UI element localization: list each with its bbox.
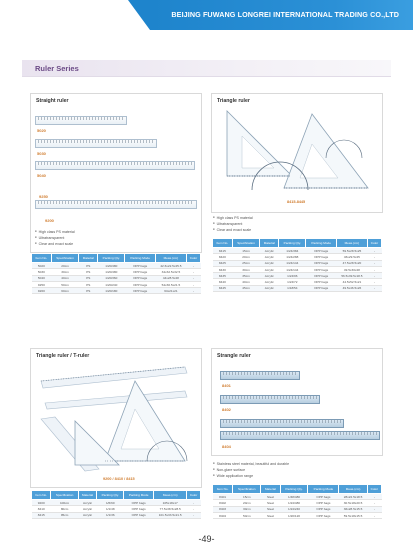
t-ruler-image [35,361,199,475]
table-cell: 50cm [233,512,261,518]
table-cell: 9200 [32,500,51,506]
table-cell: 9250 [32,281,52,287]
table-cell: OPP bags [306,254,336,260]
ruler-label: 8404 [222,444,231,449]
spec-item: ■ Wide application range [213,473,289,479]
table-row [32,512,201,518]
ruler-image [35,200,197,209]
table-cell: 101.5x33.5x21.5 [154,512,187,518]
table-cell: 30cm [232,266,260,272]
column-header: Specification [51,491,78,500]
table-row [213,512,382,518]
table-cell: Acrylic [260,260,279,266]
table-cell: 105x18x17 [154,500,187,506]
column-header: Specification [51,254,79,263]
table-cell: PS [79,275,98,281]
page-number: -49- [198,534,215,544]
column-header: Packing Qty. [280,485,308,494]
table-cell: 8404 [213,512,233,518]
column-header: Specification [233,485,261,494]
column-header: Color [187,491,201,500]
panel-title: Triangle ruler [217,98,250,104]
table-cell: 15cm [233,494,261,500]
table-cell: OPP bags [308,506,339,512]
table-cell: 9260 [32,288,52,294]
table-cell: - [367,248,381,254]
ruler-label: 5030 [37,151,46,156]
column-header: Packing Qty. [97,491,124,500]
spec-item: ■ Clear and exact scale [35,241,75,247]
table-cell: 30.5x18x20.5 [339,500,367,506]
table-cell: PS [79,288,98,294]
spec-item: ■ Clear and exact scale [213,227,253,233]
table-cell: 40cm [232,279,260,285]
straight-ruler-table [31,253,201,294]
table-cell: 1/24/96 [279,273,306,279]
ruler-image [220,371,300,380]
table-cell: 8435 [213,273,233,279]
spec-list [35,229,75,247]
table-cell: 1/24/288 [279,254,306,260]
panel-title: Straight ruler [36,98,69,104]
table-cell: - [187,500,201,506]
ruler-image [35,139,157,148]
table-cell: 1/24/384 [279,248,306,254]
table-cell: 1/20/360 [98,275,125,281]
ruler-label: 5020 [37,128,46,133]
table-cell: Acrylic [260,266,279,272]
column-header: Material [261,485,280,494]
column-header: Packing Mode [125,254,155,263]
table-cell: OPP bags [125,281,155,287]
table-cell: 8401 [213,494,233,500]
table-cell: OPP bags [125,275,155,281]
table-cell: 100cm [51,500,78,506]
table-cell: - [367,500,381,506]
table-cell: PS [79,263,98,269]
column-header: Material [78,491,97,500]
ruler-image [35,116,127,125]
table-cell: OPP bags [124,500,154,506]
table-cell: 1/1/36 [97,512,124,518]
column-header: Packing Mode [308,485,339,494]
table-cell: OPP bags [306,279,336,285]
triangle-t-ruler-table [31,490,201,519]
table-cell: 60cm [51,288,79,294]
triangle-t-ruler-panel [30,348,202,488]
spec-item: ■ Ultratransparent [35,235,75,241]
ruler-label: 8402 [222,407,231,412]
column-header: Item No. [213,239,233,248]
ruler-label: 8401 [222,383,231,388]
strangle-ruler-panel [211,348,383,456]
ruler-label: 5040 [37,173,46,178]
table-cell: OPP bags [308,500,339,506]
table-cell: 8402 [213,500,233,506]
table-cell: Acrylic [260,248,279,254]
table-cell: Steel [261,506,280,512]
table-cell: - [367,494,381,500]
table-cell: 8425 [213,260,233,266]
table-cell: 15cm [232,248,260,254]
table-cell: 28x22.5x18.5 [339,494,367,500]
table-cell: - [186,275,200,281]
table-cell: 8415 [32,512,51,518]
table-cell: OPP bags [125,288,155,294]
table-cell: OPP bags [306,273,336,279]
table-cell: 1/20/480 [98,263,125,269]
table-cell: 1/24/144 [279,266,306,272]
table-cell: 46x29.5x25 [336,254,367,260]
table-cell: PS [79,269,98,275]
table-cell: - [187,506,201,512]
column-header: Packing Mode [124,491,154,500]
table-cell: PS [79,281,98,287]
table-cell: Acrylic [78,512,97,518]
company-header: BEIJING FUWANG LONGREI INTERNATIONAL TRADING CO.,LTD [150,0,413,30]
table-cell: 59.5x28.5x25 [336,248,367,254]
table-cell: Acrylic [260,279,279,285]
column-header: Specification [232,239,260,248]
spec-item: ■ High class PS material [213,215,253,221]
table-cell: OPP bags [125,263,155,269]
column-header: Material [79,254,98,263]
table-cell: 47.5x28.5x20 [336,260,367,266]
table-cell: 1/20/480 [98,269,125,275]
table-cell: 35cm [232,273,260,279]
table-cell: - [367,506,381,512]
column-header: Packing Qty. [98,254,125,263]
triangle-ruler-image [222,106,374,194]
column-header: Meas.(cm) [154,491,187,500]
spec-list [213,461,289,479]
table-cell: 44.5x52.5x21 [336,279,367,285]
table-cell: OPP bags [308,512,339,518]
table-cell: - [186,281,200,287]
table-cell: - [367,279,381,285]
table-cell: 8430 [213,266,233,272]
table-cell: - [187,512,201,518]
table-cell: 1/20/180 [98,288,125,294]
table-cell: 8420 [213,254,233,260]
spec-item: ■ Ultratransparent [213,221,253,227]
ruler-image [35,161,195,170]
table-cell: 59.5x18x15.5 [339,512,367,518]
straight-ruler-panel [30,93,202,253]
column-header: Item No. [32,254,52,263]
table-cell: Steel [261,512,280,518]
table-cell: 40cm [51,275,79,281]
table-cell: - [186,288,200,294]
table-cell: OPP bags [306,285,336,291]
table-cell: 5030 [32,269,52,275]
table-cell: OPP bags [308,494,339,500]
image-caption: 8415-8445 [287,200,306,204]
table-row [32,288,201,294]
ruler-image [220,431,380,440]
triangle-ruler-table [212,238,382,292]
table-cell: - [186,263,200,269]
column-header: Color [186,254,200,263]
table-cell: - [367,266,381,272]
table-cell: 30cm [233,506,261,512]
panel-title: Triangle ruler / T-ruler [36,353,90,359]
ruler-label: 9200 [45,218,54,223]
table-cell: 20cm [51,263,79,269]
table-cell: Acrylic [260,273,279,279]
spec-item: ■ Non-glare surface [213,467,289,473]
series-title: Ruler Series [35,64,79,73]
table-cell: - [367,285,381,291]
table-cell: 8410 [32,506,51,512]
table-cell: 25cm [232,260,260,266]
table-cell: 20cm [232,254,260,260]
table-cell: - [367,273,381,279]
table-cell: 34x32.5x32.5 [155,269,186,275]
table-cell: 1/48/480 [280,494,308,500]
table-cell: 1/20/120 [280,512,308,518]
table-cell: 49.5x46.5x26 [336,285,367,291]
table-cell: OPP bags [306,266,336,272]
table-cell: Acrylic [260,254,279,260]
table-cell: Steel [261,494,280,500]
table-cell: 49.5x30x28 [336,266,367,272]
table-cell: 1/20/240 [98,281,125,287]
ruler-image [220,395,320,404]
column-header: Material [260,239,279,248]
image-caption: 9200 / 8410 / 8415 [103,477,135,481]
table-cell: 42.6x22.5x25.5 [155,263,186,269]
table-cell: 5040 [32,275,52,281]
column-header: Color [367,239,381,248]
ruler-label: 9250 [39,194,48,199]
strangle-ruler-table [212,484,382,519]
ruler-image [220,419,344,428]
table-cell: 1/24/480 [280,500,308,506]
table-cell: 54x30.5x21.5 [155,281,186,287]
table-cell: - [367,254,381,260]
series-title-bar [22,60,391,77]
table-cell: 1/1/48 [97,506,124,512]
table-cell: 1/24/72 [279,279,306,285]
table-cell: 30cm [51,269,79,275]
table-cell: 77.5x38.5x28.5 [154,506,187,512]
table-cell: 5020 [32,263,52,269]
table-cell: 8445 [213,285,233,291]
table-cell: - [367,512,381,518]
column-header: Item No. [32,491,51,500]
table-cell: 64x21x21 [155,288,186,294]
table-cell: OPP bags [125,269,155,275]
table-cell: 1/18/54 [279,285,306,291]
table-cell: OPP bags [124,506,154,512]
triangle-ruler-panel [211,93,383,213]
panel-title: Strangle ruler [217,353,251,359]
table-cell: OPP bags [306,248,336,254]
table-cell: 8440 [213,279,233,285]
table-cell: Acrylic [78,500,97,506]
column-header: Meas.(cm) [336,239,367,248]
column-header: Color [367,485,381,494]
table-cell: OPP bags [124,512,154,518]
column-header: Meas.(cm) [339,485,367,494]
table-cell: 95cm [51,512,78,518]
column-header: Item No. [213,485,233,494]
table-cell: 8403 [213,506,233,512]
table-cell: 1/6/60 [97,500,124,506]
table-cell: - [186,269,200,275]
spec-list [213,215,253,233]
table-cell: 8415 [213,248,233,254]
spec-item: ■ Stainless steel material, beautiful and durable [213,461,289,467]
table-row [213,285,382,291]
table-cell: 20cm [233,500,261,506]
table-cell: 1/24/144 [279,260,306,266]
table-cell: - [367,260,381,266]
table-cell: 44x28.5x28 [155,275,186,281]
spec-item: ■ High class PS material [35,229,75,235]
column-header: Meas.(cm) [155,254,186,263]
table-cell: OPP bags [306,260,336,266]
table-cell: 56.5x39.5x18.5 [336,273,367,279]
column-header: Packing Mode [306,239,336,248]
table-cell: 80cm [51,506,78,512]
table-cell: 1/24/240 [280,506,308,512]
column-header: Packing Qty. [279,239,306,248]
table-cell: 36x28.5x15.5 [339,506,367,512]
table-cell: Acrylic [78,506,97,512]
table-cell: Steel [261,500,280,506]
table-cell: 45cm [232,285,260,291]
table-cell: Acrylic [260,285,279,291]
table-cell: 50cm [51,281,79,287]
